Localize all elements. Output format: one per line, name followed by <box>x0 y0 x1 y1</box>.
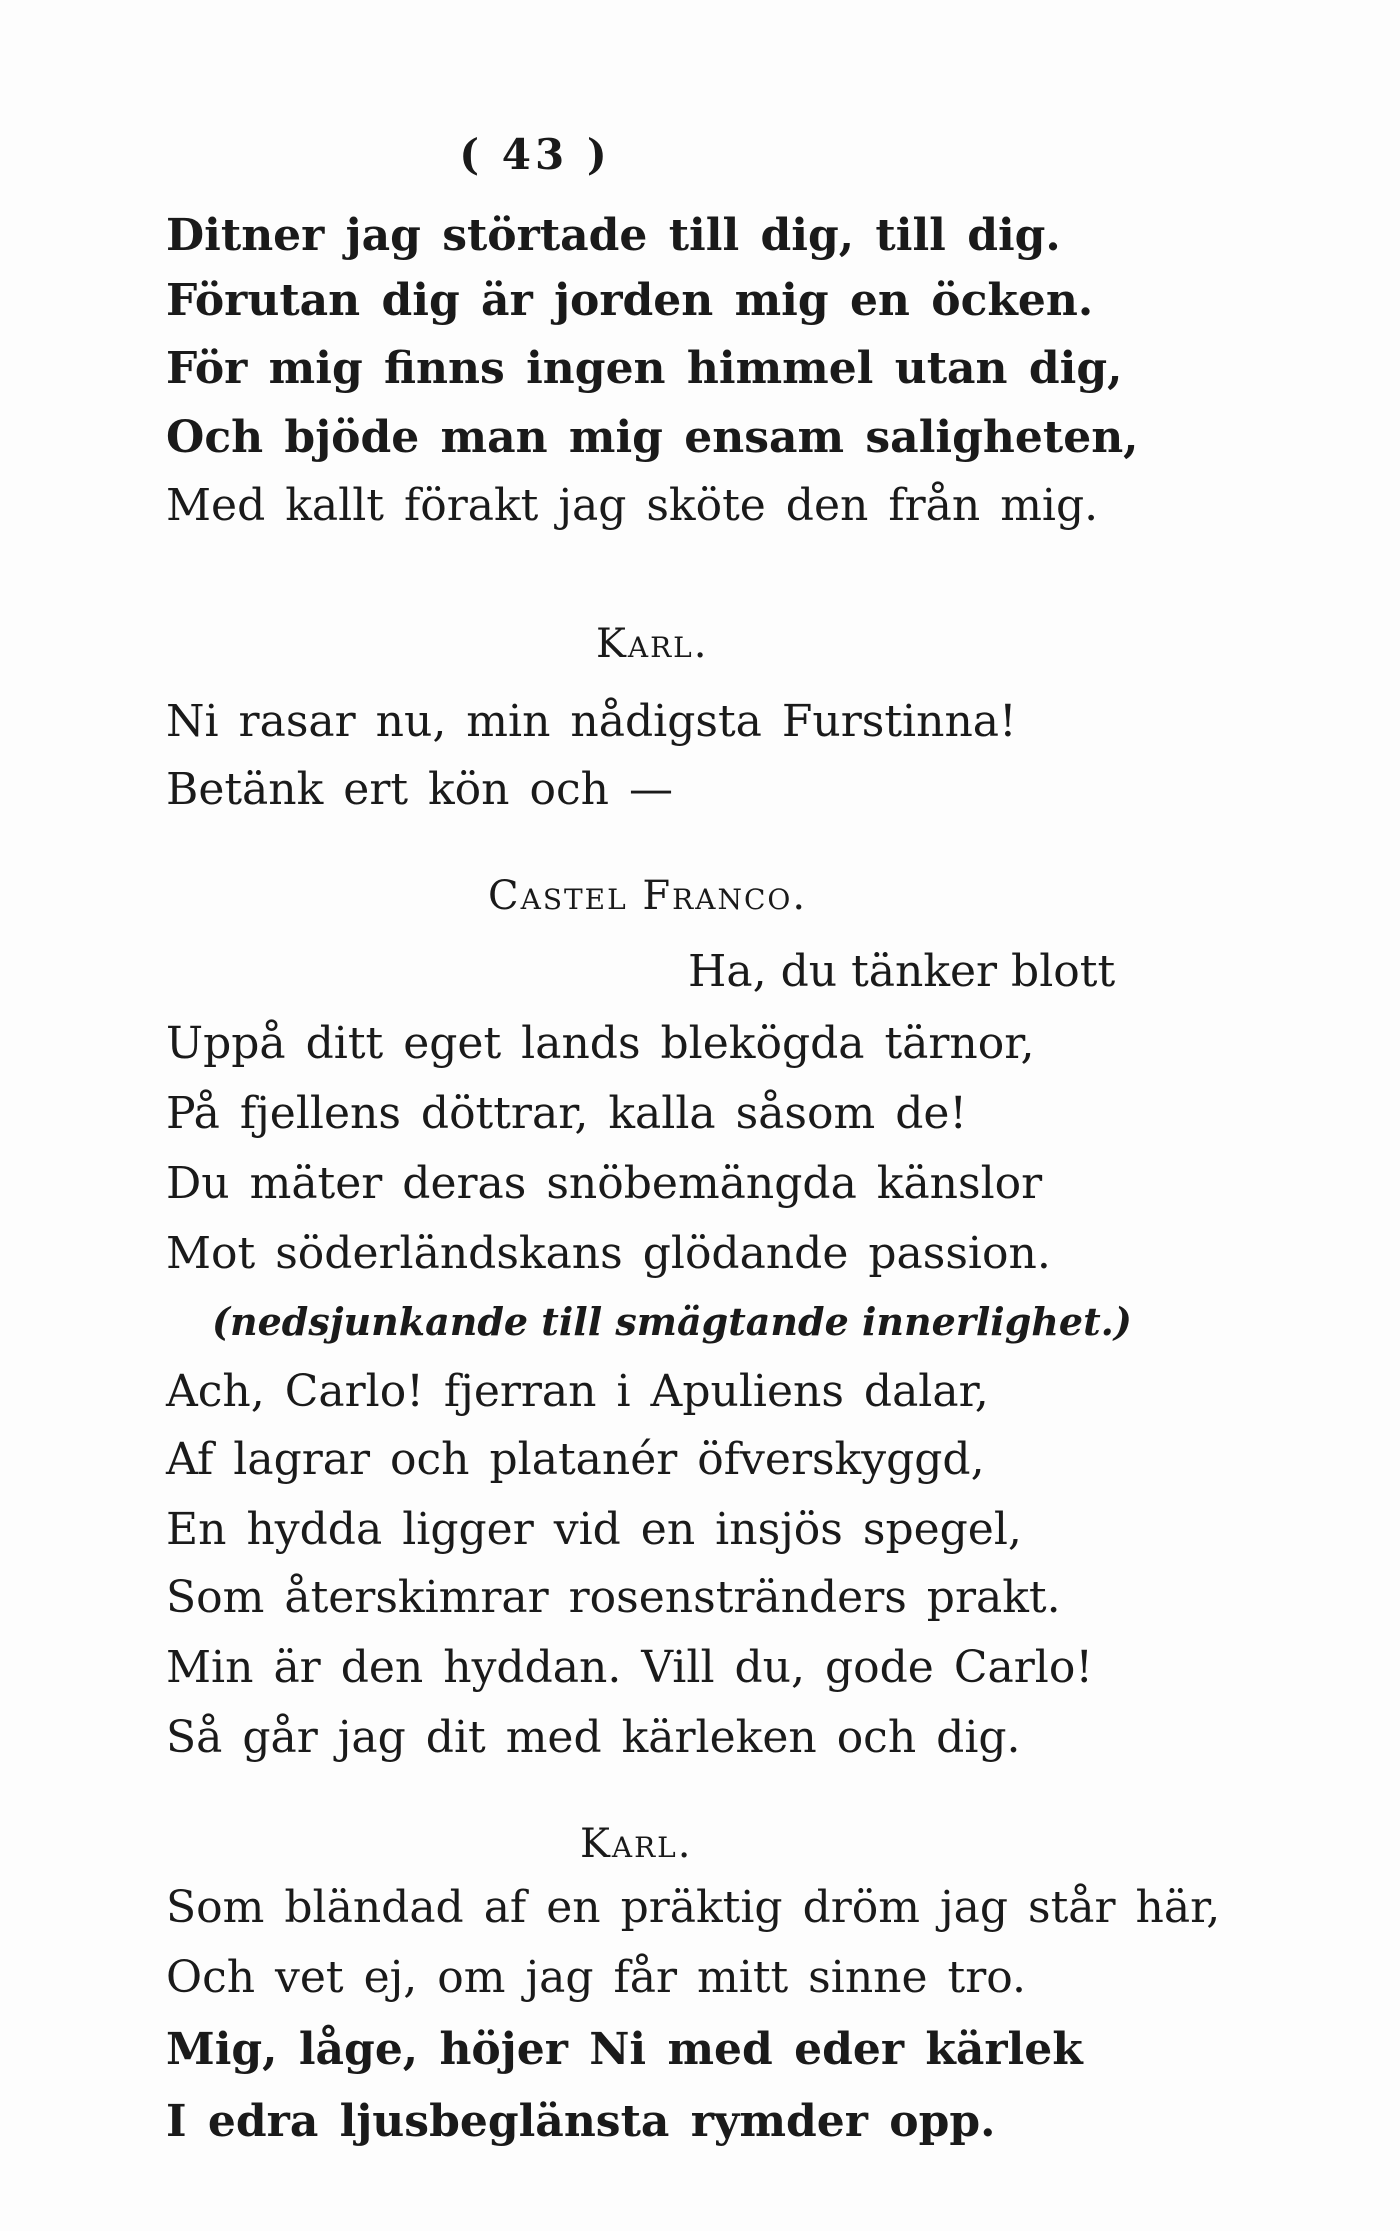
verse-line: Som bländad af en präktig dröm jag står här, <box>166 1882 1221 1933</box>
verse-line: Och vet ej, om jag får mitt sinne tro. <box>166 1952 1026 2003</box>
verse-line: Min är den hyddan. Vill du, gode Carlo! <box>166 1642 1094 1693</box>
verse-line: Med kallt förakt jag sköte den från mig. <box>166 480 1099 531</box>
verse-line: Mig, låge, höjer Ni med eder kärlek <box>166 2024 1083 2075</box>
verse-line: Mot söderländskans glödande passion. <box>166 1228 1051 1279</box>
speaker-name: Castel Franco. <box>488 873 808 919</box>
speaker-name: Karl. <box>596 621 709 667</box>
verse-line: Ni rasar nu, min nådigsta Furstinna! <box>166 696 1017 747</box>
stage-direction: (nedsjunkande till smägtande innerlighet.) <box>212 1299 1132 1344</box>
verse-line: Ach, Carlo! fjerran i Apuliens dalar, <box>166 1366 989 1417</box>
speaker-name: Karl. <box>580 1821 693 1867</box>
verse-line: Betänk ert kön och — <box>166 764 673 815</box>
page-number: ( 43 ) <box>459 130 611 179</box>
verse-line: För mig finns ingen himmel utan dig, <box>166 343 1123 394</box>
verse-line: Och bjöde man mig ensam saligheten, <box>166 412 1139 463</box>
verse-line: Du mäter deras snöbemängda känslor <box>166 1158 1043 1209</box>
verse-line: Som återskimrar rosenstränders prakt. <box>166 1572 1061 1623</box>
verse-line: Förutan dig är jorden mig en öcken. <box>166 275 1094 326</box>
verse-line-indented: Ha, du tänker blott <box>688 946 1116 997</box>
verse-line: I edra ljusbeglänsta rymder opp. <box>166 2096 996 2147</box>
verse-line: Ditner jag störtade till dig, till dig. <box>166 210 1061 261</box>
verse-line: Så går jag dit med kärleken och dig. <box>166 1712 1021 1763</box>
verse-line: En hydda ligger vid en insjös spegel, <box>166 1504 1022 1555</box>
verse-line: På fjellens döttrar, kalla såsom de! <box>166 1088 968 1139</box>
verse-line: Af lagrar och platanér öfverskyggd, <box>166 1434 985 1485</box>
verse-line: Uppå ditt eget lands blekögda tärnor, <box>166 1018 1035 1069</box>
